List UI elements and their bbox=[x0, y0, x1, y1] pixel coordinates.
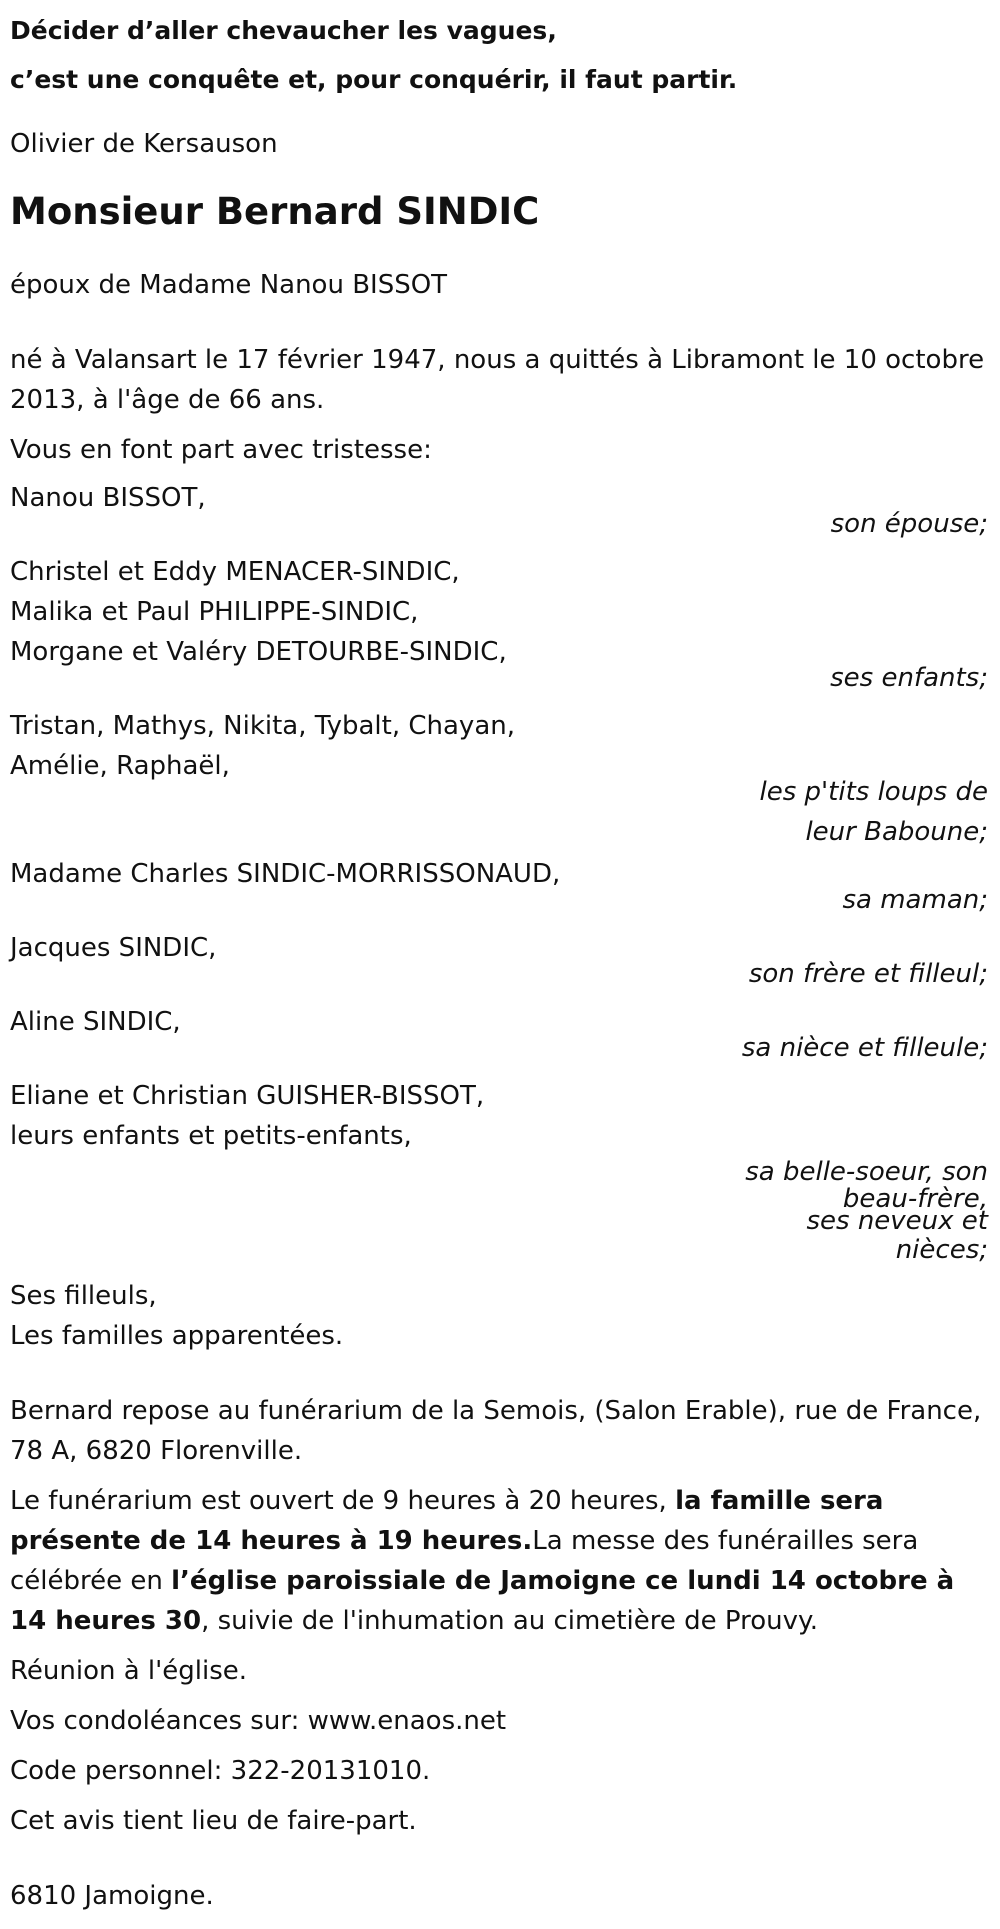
mass-place-text: l’église paroissiale de Jamoigne ce lundi 14 octobre à 14 heures 30 bbox=[10, 1566, 955, 1636]
visiting-paragraph bbox=[10, 1481, 988, 1641]
family-relation: ses enfants; bbox=[830, 663, 988, 693]
family-relation: beau-frère, bbox=[842, 1184, 988, 1214]
family-relation: leur Baboune; bbox=[805, 817, 988, 847]
opening-quote bbox=[10, 6, 988, 104]
family-niece bbox=[10, 1002, 988, 1068]
family-relation: sa belle-soeur, son bbox=[745, 1157, 988, 1187]
spouse-line: époux de Madame Nanou BISSOT bbox=[10, 270, 448, 300]
family-name: Christel et Eddy MENACER-SINDIC, bbox=[10, 557, 460, 587]
location-line: 6810 Jamoigne. bbox=[10, 1881, 214, 1911]
relatives-line: Les familles apparentées. bbox=[10, 1321, 344, 1351]
quote-line-1: Décider d’aller chevaucher les vagues, bbox=[10, 16, 557, 45]
family-name: Amélie, Raphaël, bbox=[10, 751, 230, 781]
family-others bbox=[10, 1276, 988, 1356]
family-name: Aline SINDIC, bbox=[10, 1007, 181, 1037]
family-name: Eliane et Christian GUISHER-BISSOT, bbox=[10, 1081, 485, 1111]
quote-author: Olivier de Kersauson bbox=[10, 129, 278, 159]
family-name: Malika et Paul PHILIPPE-SINDIC, bbox=[10, 597, 419, 627]
burial-text: , suivie de l'inhumation au cimetière de Prouvy. bbox=[201, 1606, 818, 1636]
announcement-line: Vous en font part avec tristesse: bbox=[10, 435, 432, 465]
condolences-line: Vos condoléances sur: www.enaos.net bbox=[10, 1706, 507, 1736]
family-relation: les p'tits loups de bbox=[759, 777, 988, 807]
birth-death-paragraph: né à Valansart le 17 février 1947, nous a quittés à Libramont le 10 octobre 2013, à l'âge de 66 ans. bbox=[10, 345, 985, 415]
deceased-name: Monsieur Bernard SINDIC bbox=[10, 190, 540, 233]
family-relation: sa nièce et filleule; bbox=[741, 1033, 988, 1063]
family-inlaws bbox=[10, 1076, 988, 1270]
rest-place-paragraph: Bernard repose au funérarium de la Semois, (Salon Erable), rue de France, 78 A, 6820 Florenville. bbox=[10, 1396, 982, 1466]
family-name: Morgane et Valéry DETOURBE-SINDIC, bbox=[10, 637, 507, 667]
family-name: Tristan, Mathys, Nikita, Tybalt, Chayan, bbox=[10, 711, 515, 741]
family-present-text: la famille sera présente de 14 heures à 19 heures. bbox=[10, 1486, 884, 1556]
family-name: Madame Charles SINDIC-MORRISSONAUD, bbox=[10, 859, 561, 889]
mass-intro-text: La messe des funérailles sera célébrée en bbox=[10, 1526, 919, 1596]
family-mother bbox=[10, 854, 988, 920]
family-grandchildren bbox=[10, 706, 988, 852]
meeting-line: Réunion à l'église. bbox=[10, 1656, 248, 1686]
family-name: Jacques SINDIC, bbox=[10, 933, 217, 963]
family-relation: son frère et filleul; bbox=[748, 959, 988, 989]
family-relation: ses neveux et bbox=[806, 1206, 988, 1236]
family-name: Nanou BISSOT, bbox=[10, 483, 206, 513]
family-children bbox=[10, 552, 988, 698]
family-relation: son épouse; bbox=[830, 509, 988, 539]
personal-code-line: Code personnel: 322-20131010. bbox=[10, 1756, 431, 1786]
quote-line-2: c’est une conquête et, pour conquérir, il faut partir. bbox=[10, 65, 738, 94]
family-name: leurs enfants et petits-enfants, bbox=[10, 1121, 412, 1151]
open-hours-text: Le funérarium est ouvert de 9 heures à 20 heures, bbox=[10, 1486, 676, 1516]
funeral-info bbox=[10, 1391, 988, 1841]
family-spouse bbox=[10, 478, 988, 544]
family-brother bbox=[10, 928, 988, 994]
family-relation: sa maman; bbox=[842, 885, 988, 915]
family-relation: nièces; bbox=[895, 1235, 988, 1265]
notice-line: Cet avis tient lieu de faire-part. bbox=[10, 1806, 417, 1836]
godchildren-line: Ses filleuls, bbox=[10, 1281, 157, 1311]
